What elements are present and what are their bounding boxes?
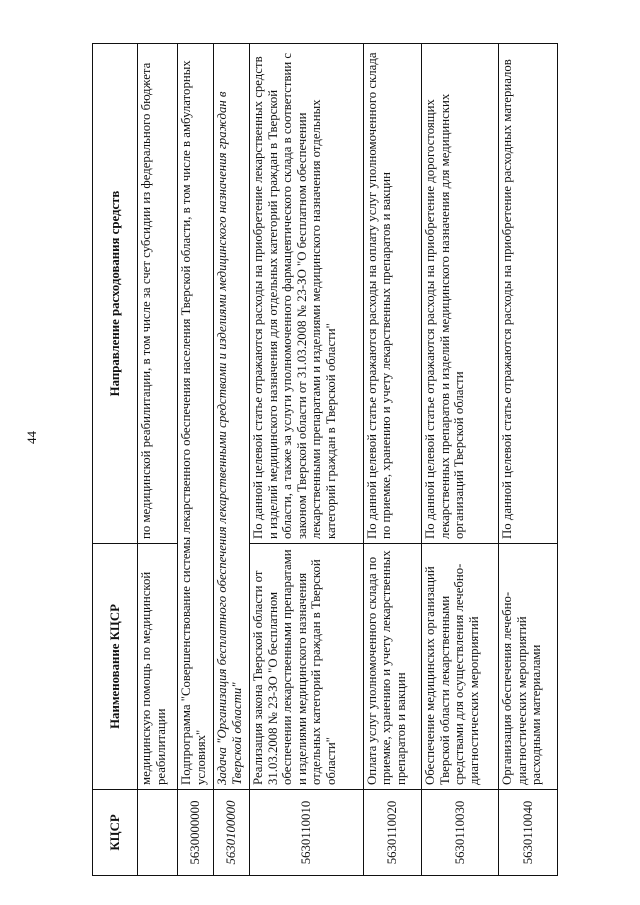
- row-code: 5630110020: [363, 790, 422, 876]
- header-name: Наименование КЦСР: [93, 544, 138, 790]
- continuation-name: медицинскую помощь по медицинской реабилитации: [138, 544, 178, 790]
- header-row: [93, 44, 138, 876]
- row-name: Обеспечение медицинских организаций Тверской области лекарственными средствами для осуществления лечебно-диагностических мероприятий: [422, 544, 499, 790]
- subprogram-code: 5630000000: [178, 790, 214, 876]
- continuation-direction: по медицинской реабилитации, в том числе за счет субсидии из федерального бюджета: [138, 44, 178, 544]
- row-direction: По данной целевой статье отражаются расходы на приобретение лекарственных средств и изделий медицинского назначения для отдельных категорий граждан в Тверской области, а также за услуги уполномоченного фармацевтического склада в соответствии с законом Тверской области от 31.03.2008 № 23-ЗО "О бесплатном обеспечении лекарственными препаратами и изделиями медицинского назначения отдельных категорий граждан в Тверской области": [250, 44, 364, 544]
- row-name: Оплата услуг уполномоченного склада по приемке, хранению и учету лекарственных препаратов и вакцин: [363, 544, 422, 790]
- subprogram-text: Подпрограмма "Совершенствование системы лекарственного обеспечения населения Тверской области, в том числе в амбулаторных условиях": [178, 44, 214, 790]
- row-direction: По данной целевой статье отражаются расходы на оплату услуг уполномоченного склада по приемке, хранению и учету лекарственных препаратов и вакцин: [363, 44, 422, 544]
- kcsr-table: [92, 43, 558, 876]
- task-row: [214, 44, 250, 876]
- table-row: [363, 44, 422, 876]
- continuation-row: [138, 44, 178, 876]
- row-code: 5630110030: [422, 790, 499, 876]
- rotated-table-container: [92, 44, 558, 876]
- row-name: Организация обеспечения лечебно-диагностических мероприятий расходными материалами: [499, 544, 558, 790]
- row-code: 5630110010: [250, 790, 364, 876]
- page-number: 44: [24, 431, 39, 444]
- row-direction: По данной целевой статье отражаются расходы на приобретение дорогостоящих лекарственных препаратов и изделий медицинского назначения для медицинских организаций Тверской области: [422, 44, 499, 544]
- table-row: [422, 44, 499, 876]
- row-code: 5630110040: [499, 790, 558, 876]
- row-name: Реализация закона Тверской области от 31.03.2008 № 23-ЗО "О бесплатном обеспечении лекарственными препаратами и изделиями медицинского назначения отдельных категорий граждан в Тверской области": [250, 544, 364, 790]
- task-text: Задача "Организация бесплатного обеспечения лекарственными средствами и изделиями медицинского назначения граждан в Тверской области": [214, 44, 250, 790]
- subprogram-row: [178, 44, 214, 876]
- header-direction: Направление расходования средств: [93, 44, 138, 544]
- table-row: [499, 44, 558, 876]
- row-direction: По данной целевой статье отражаются расходы на приобретение расходных материалов: [499, 44, 558, 544]
- continuation-code: [138, 790, 178, 876]
- header-kcsr: КЦСР: [93, 790, 138, 876]
- task-code: 5630100000: [214, 790, 250, 876]
- table-row: [250, 44, 364, 876]
